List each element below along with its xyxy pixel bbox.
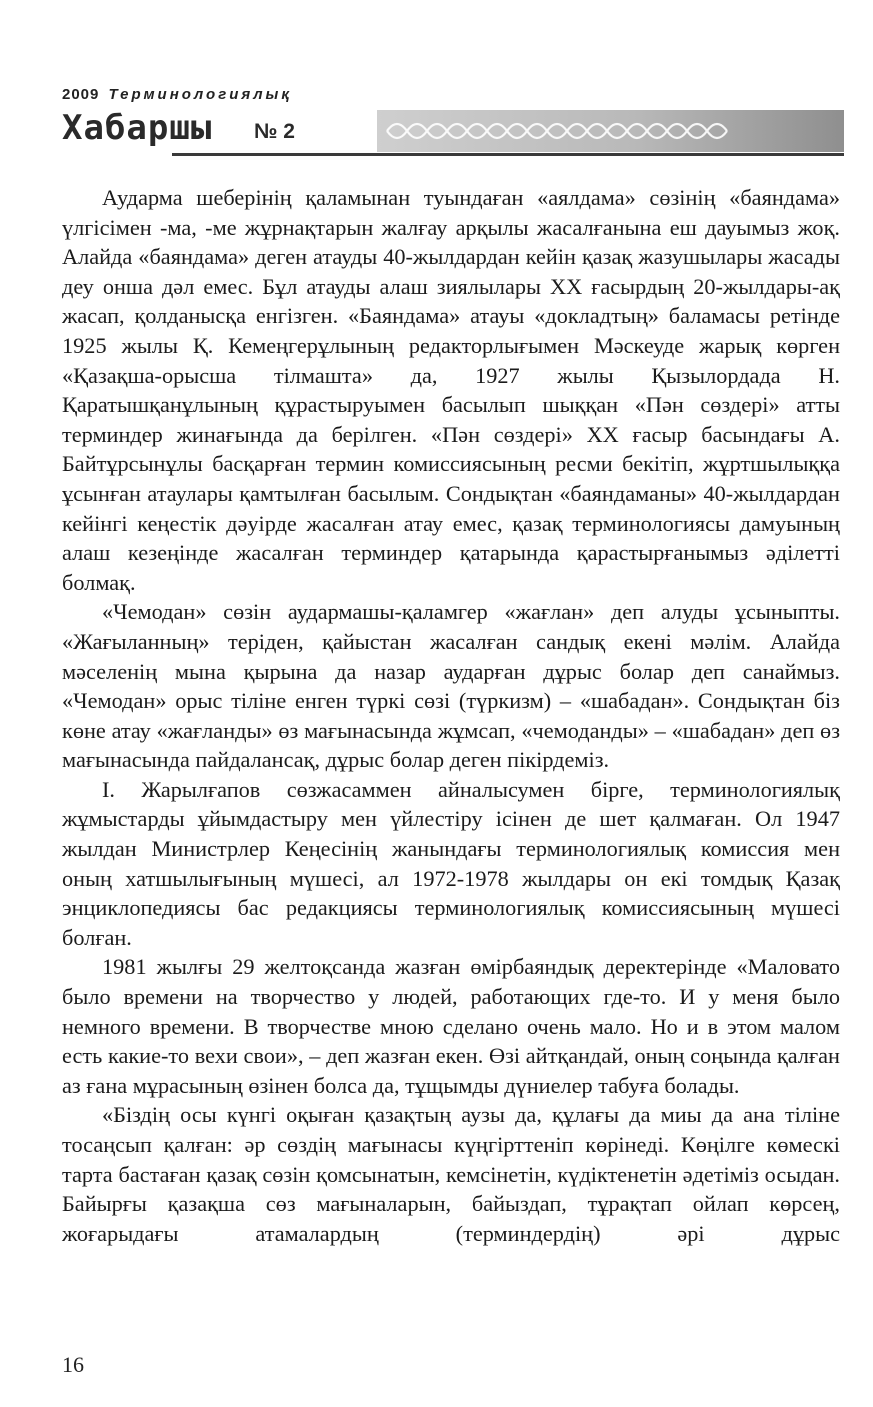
paragraph-4: 1981 жылғы 29 желтоқсанда жазған өмірбаяндық деректерінде «Маловато было времени на творчество у людей, работающих где-то. И у меня было немного времени. В творчестве мною сделано очень мало. Но и в этом малом есть какие-то вехи свои», – деп жазған екен. Өзі айтқандай, оның соңында қалған аз ғана мұрасының өзінен болса да, тұщымды дүниелер табуға болады. (62, 954, 840, 1098)
running-header (62, 86, 842, 152)
paragraph-3: І. Жарылғапов сөзжасаммен айналысумен бірге, терминологиялық жұмыстарды ұйымдастыру мен үйлестіру ісінен де шет қалмаған. Ол 1947 жылдан Министрлер Кеңесінің жанындағы терминологиялық комиссия мен оның хатшылығының мүшесі, ал 1972-1978 жылдары он екі томдық Қазақ энциклопедиясы бас редакциясы терминологиялық комиссиясының мүшесі болған. (62, 776, 840, 950)
issue-number: № 2 (254, 120, 295, 143)
article-body (62, 183, 840, 1248)
ornament-pattern-icon (377, 110, 844, 152)
header-band (62, 106, 842, 152)
paragraph-2: «Чемодан» сөзін аудармашы-қаламгер «жағлан» деп алуды ұсыныпты. «Жағыланның» теріден, қайыстан жасалған сандық екені мәлім. Алайда мәселенің мына қырына да назар аударған дұрыс болар деп санаймыз. «Чемодан» орыс тіліне енген түркі сөзі (түркизм) – «шабадан». Сондықтан біз көне атау «жағланды» өз мағынасында жұмсап, «чемоданды» – «шабадан» деп өз мағынасында пайдалансақ, дұрыс болар деген пікірдеміз. (62, 599, 840, 773)
page-number: 16 (62, 1352, 84, 1377)
header-journal-word: Терминологиялық (108, 86, 292, 103)
paragraph-5: «Біздің осы күнгі оқыған қазақтың аузы да, құлағы да миы да ана тіліне тосаңсып қалған: әр сөздің мағынасы күңгірттеніп көрінеді. Көңілге көмескі тарта бастаған қазақ сөзін қомсынатын, кемсінетін, күдіктенетін әдетіміз осыдан. Байырғы қазақша сөз мағыналарын, байыздап, тұрақтап ойлап көрсең, жоғарыдағы атамалардың (терминдердің) әрі дұрыс (62, 1102, 840, 1246)
journal-title: Хабаршы (62, 108, 213, 148)
header-year: 2009 (62, 86, 100, 103)
header-top-line (62, 86, 842, 104)
header-rule (172, 153, 844, 156)
paragraph-1: Аударма шеберінің қаламынан туындаған «аялдама» сөзінің «баяндама» үлгісімен -ма, -ме жұрнақтарын жалғау арқылы жасалғанына еш дауымыз жоқ. Алайда «баяндама» деген атауды 40-жылдардан кейін қазақ жазушылары жасады деу онша дәл емес. Бұл атауды алаш зиялылары XX ғасырдың 20-жылдары-ақ жасап, қолданысқа енгізген. «Баяндама» атауы «докладтың» баламасы ретінде 1925 жылы Қ. Кемеңгерұлының редакторлығымен Мәскеуде жарық көрген «Қазақша-орысша тілмашта» да, 1927 жылы Қызылордада Н. Қаратышқанұлының құрастыруымен басылып шыққан «Пән сөздері» атты терминдер жинағында да берілген. «Пән сөздері» XX ғасыр басындағы А. Байтұрсынұлы басқарған термин комиссиясының ресми бекітіп, жұртшылыққа ұсынған атаулары қамтылған басылым. Сондықтан «баяндаманы» 40-жылдардан кейінгі кеңестік дәуірде жасалған атау емес, қазақ терминологиясы дамуының алаш кезеңінде жасалған терминдер қатарында қарастырғанымыз әділетті болмақ. (62, 185, 840, 595)
ornament-band (377, 110, 844, 152)
